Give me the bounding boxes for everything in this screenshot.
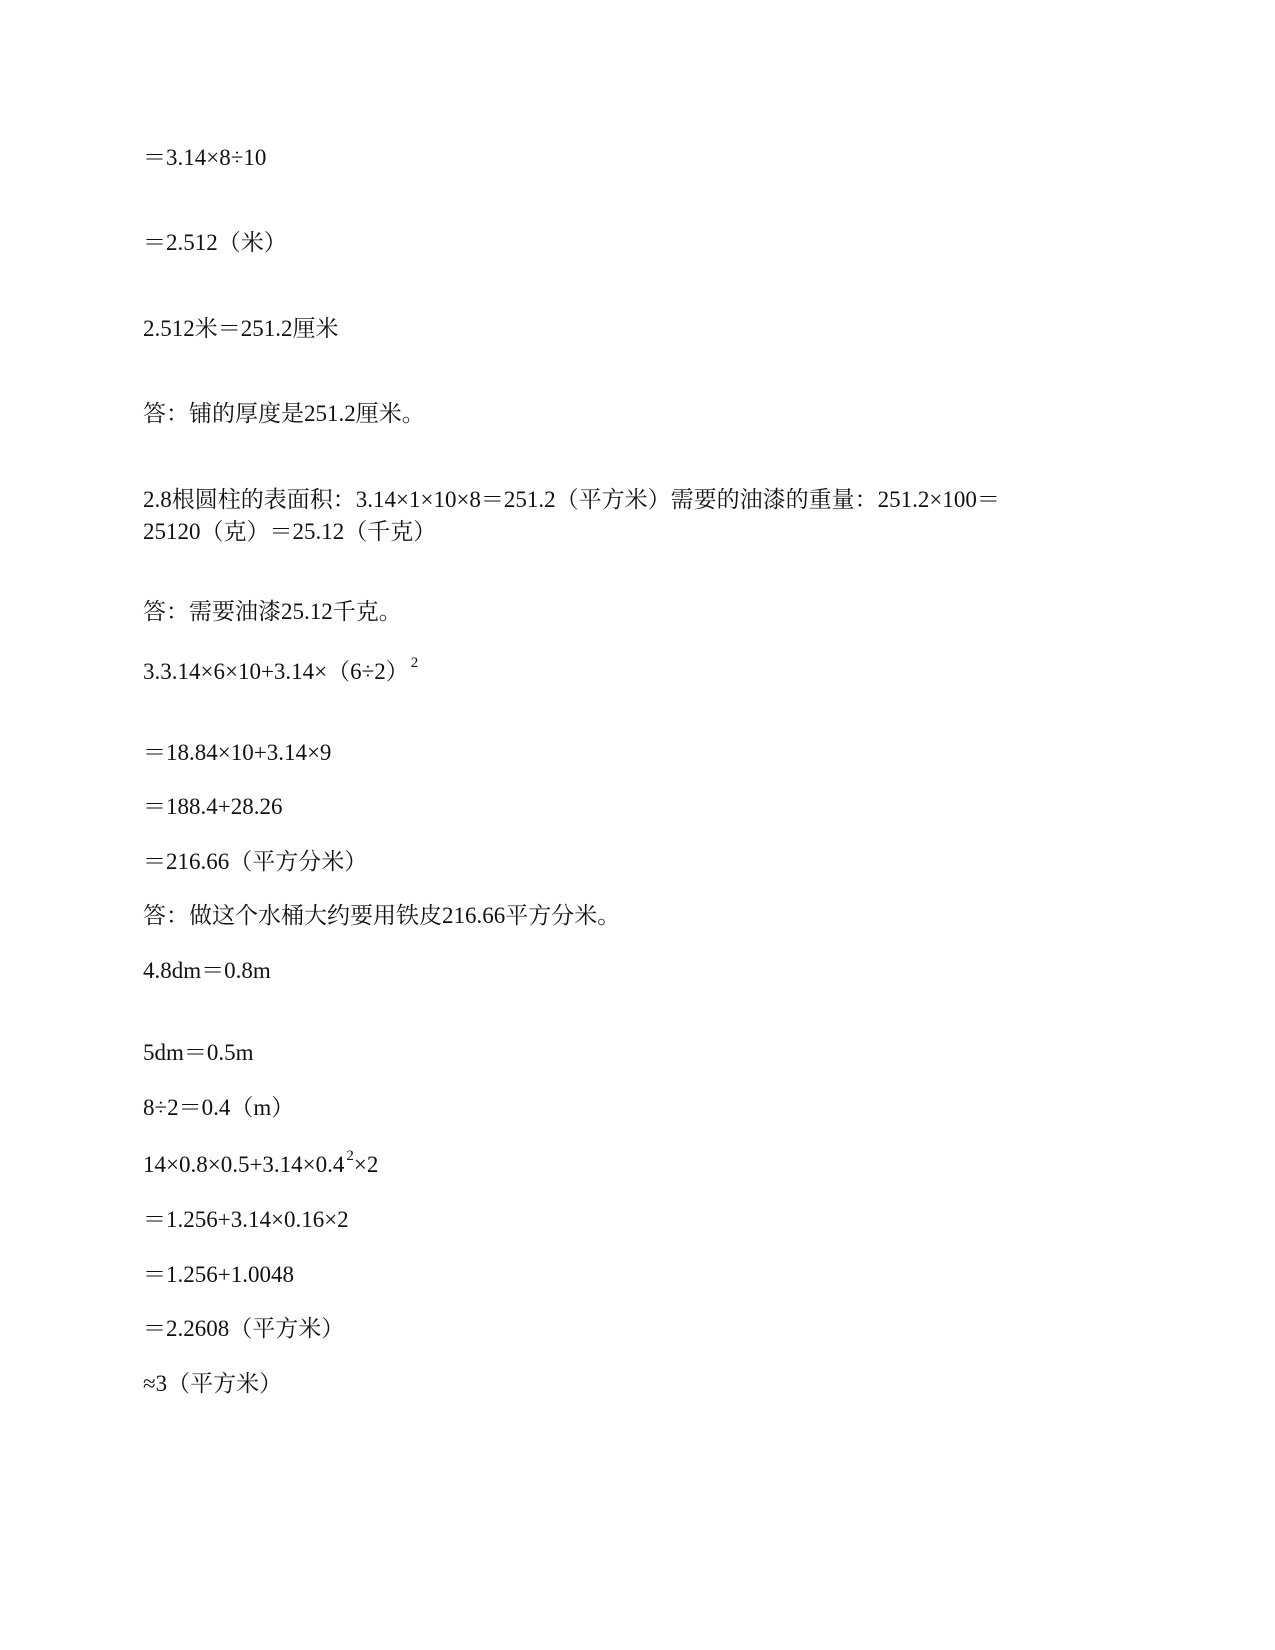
- text-line: 2.512米＝251.2厘米: [143, 316, 339, 341]
- text-line: ≈3（平方米）: [143, 1371, 283, 1396]
- text-line: ＝216.66（平方分米）: [143, 849, 368, 874]
- text-line: [143, 1147, 378, 1183]
- formula-text: ×2: [353, 1152, 379, 1177]
- text-line: 25120（克）＝25.12（千克）: [143, 519, 437, 544]
- text-line: ＝3.14×8÷10: [143, 145, 267, 170]
- text-line: ＝188.4+28.26: [143, 794, 283, 819]
- text-line: 答：需要油漆25.12千克。: [143, 599, 402, 624]
- text-line: ＝2.2608（平方米）: [143, 1316, 345, 1341]
- text-line: ＝1.256+3.14×0.16×2: [143, 1207, 349, 1232]
- superscript: 2: [410, 655, 419, 672]
- formula-text: 14×0.8×0.5+3.14×0.4: [143, 1152, 345, 1177]
- formula-text: 3.3.14×6×10+3.14×（6÷2）: [143, 659, 409, 684]
- superscript: 2: [346, 1148, 354, 1165]
- text-line: 5dm＝0.5m: [143, 1040, 254, 1065]
- text-line: 4.8dm＝0.8m: [143, 958, 271, 983]
- text-line: 2.8根圆柱的表面积：3.14×1×10×8＝251.2（平方米）需要的油漆的重量：251.2×100＝: [143, 487, 1000, 512]
- text-line: ＝2.512（米）: [143, 230, 287, 255]
- text-line: 答：做这个水桶大约要用铁皮216.66平方分米。: [143, 903, 621, 928]
- text-line: 答：铺的厚度是251.2厘米。: [143, 401, 425, 426]
- text-line: 8÷2＝0.4（m）: [143, 1095, 295, 1120]
- text-line: [143, 654, 418, 690]
- text-line: ＝18.84×10+3.14×9: [143, 740, 332, 765]
- text-line: ＝1.256+1.0048: [143, 1262, 294, 1287]
